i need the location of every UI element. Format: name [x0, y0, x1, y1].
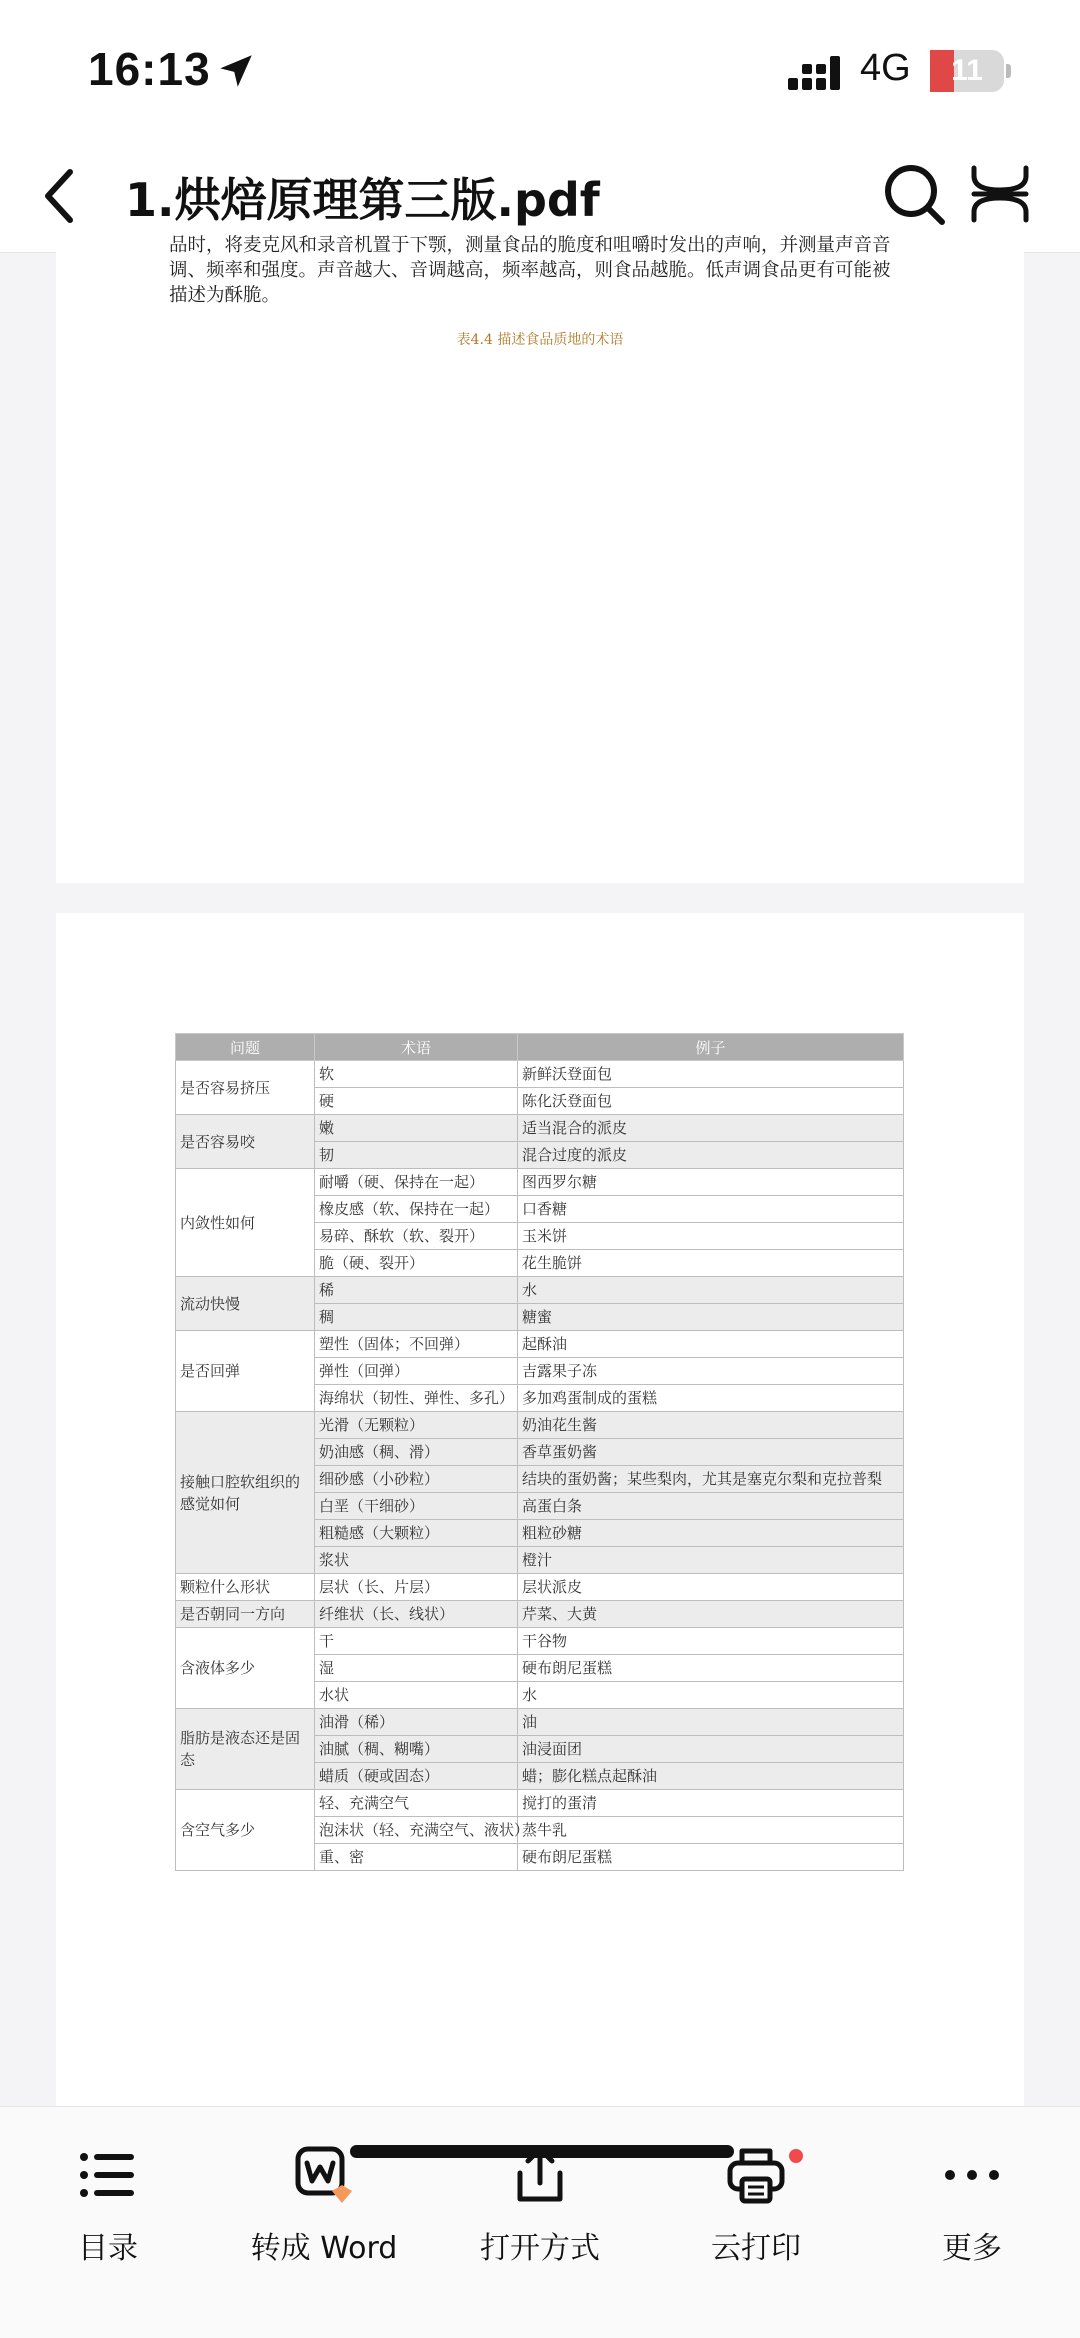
- example-cell: 吉露果子冻: [518, 1358, 904, 1385]
- question-cell: 是否容易咬: [176, 1115, 315, 1169]
- location-arrow-icon: [215, 50, 257, 92]
- notification-dot: [789, 2149, 803, 2163]
- term-cell: 浆状: [315, 1547, 518, 1574]
- table-row: [176, 1412, 904, 1439]
- table-header-cell: 例子: [518, 1034, 904, 1061]
- pdf-page: [56, 233, 1024, 883]
- question-cell: 流动快慢: [176, 1277, 315, 1331]
- example-cell: 水: [518, 1682, 904, 1709]
- example-cell: 图西罗尔糖: [518, 1169, 904, 1196]
- body-text-line: 调、频率和强度。声音越大、音调越高，频率越高，则食品越脆。低声调食品更有可能被: [169, 260, 891, 281]
- body-text-line: 描述为酥脆。: [169, 285, 281, 306]
- question-cell: 接触口腔软组织的感觉如何: [176, 1412, 315, 1574]
- example-cell: 混合过度的派皮: [518, 1142, 904, 1169]
- question-cell: 含液体多少: [176, 1628, 315, 1709]
- term-cell: 弹性（回弹）: [315, 1358, 518, 1385]
- term-cell: 稠: [315, 1304, 518, 1331]
- table-row: [176, 1628, 904, 1655]
- pdf-viewer[interactable]: [0, 235, 1080, 2106]
- list-icon: [76, 2143, 140, 2207]
- toolbar-item-contents[interactable]: [0, 2123, 216, 2273]
- status-time: 16:13: [88, 43, 211, 95]
- example-cell: 硬布朗尼蛋糕: [518, 1655, 904, 1682]
- battery-level-text: 11: [951, 54, 983, 87]
- battery-cap: [1006, 64, 1011, 78]
- term-cell: 蜡质（硬或固态）: [315, 1763, 518, 1790]
- table-caption: 表4.4 描述食品质地的术语: [456, 332, 624, 348]
- example-cell: 适当混合的派皮: [518, 1115, 904, 1142]
- battery-indicator: [930, 50, 1004, 92]
- example-cell: 花生脆饼: [518, 1250, 904, 1277]
- example-cell: 油浸面团: [518, 1736, 904, 1763]
- texture-terms-table: [175, 1033, 904, 1871]
- example-cell: 起酥油: [518, 1331, 904, 1358]
- example-cell: 粗粒砂糖: [518, 1520, 904, 1547]
- table-row: [176, 1790, 904, 1817]
- toolbar-label: 更多: [942, 2231, 1002, 2266]
- toolbar-label: 转成 Word: [250, 2231, 398, 2266]
- page-body-text: [169, 233, 969, 308]
- question-cell: 是否朝同一方向: [176, 1601, 315, 1628]
- question-cell: 含空气多少: [176, 1790, 315, 1871]
- word-convert-icon: [292, 2143, 356, 2207]
- table-row: [176, 1574, 904, 1601]
- status-bar: [0, 0, 1080, 140]
- chevron-left-icon[interactable]: [30, 162, 90, 230]
- term-cell: 细砂感（小砂粒）: [315, 1466, 518, 1493]
- table-row: [176, 1115, 904, 1142]
- home-indicator: [350, 2145, 734, 2158]
- term-cell: 油滑（稀）: [315, 1709, 518, 1736]
- term-cell: 韧: [315, 1142, 518, 1169]
- term-cell: 湿: [315, 1655, 518, 1682]
- term-cell: 重、密: [315, 1844, 518, 1871]
- term-cell: 水状: [315, 1682, 518, 1709]
- term-cell: 干: [315, 1628, 518, 1655]
- example-cell: 奶油花生酱: [518, 1412, 904, 1439]
- fold-icon[interactable]: [968, 162, 1032, 226]
- example-cell: 口香糖: [518, 1196, 904, 1223]
- example-cell: 蜡；膨化糕点起酥油: [518, 1763, 904, 1790]
- term-cell: 泡沫状（轻、充满空气、液状）: [315, 1817, 518, 1844]
- body-text-line: 品时，将麦克风和录音机置于下颚，测量食品的脆度和咀嚼时发出的声响，并测量声音音: [169, 235, 891, 256]
- example-cell: 新鲜沃登面包: [518, 1061, 904, 1088]
- table-row: [176, 1061, 904, 1088]
- term-cell: 脆（硬、裂开）: [315, 1250, 518, 1277]
- example-cell: 油: [518, 1709, 904, 1736]
- term-cell: 粗糙感（大颗粒）: [315, 1520, 518, 1547]
- table-header-cell: 问题: [176, 1034, 315, 1061]
- term-cell: 塑性（固体；不回弹）: [315, 1331, 518, 1358]
- term-cell: 嫩: [315, 1115, 518, 1142]
- cellular-signal-icon: [788, 56, 846, 94]
- example-cell: 水: [518, 1277, 904, 1304]
- table-row: [176, 1331, 904, 1358]
- question-cell: 颗粒什么形状: [176, 1574, 315, 1601]
- table-row: [176, 1709, 904, 1736]
- term-cell: 纤维状（长、线状）: [315, 1601, 518, 1628]
- table-row: [176, 1169, 904, 1196]
- table-row: [176, 1601, 904, 1628]
- term-cell: 白垩（干细砂）: [315, 1493, 518, 1520]
- document-title: 1.烘焙原理第三版.pdf: [125, 173, 600, 227]
- question-cell: 是否回弹: [176, 1331, 315, 1412]
- table-header-row: [176, 1034, 904, 1061]
- example-cell: 蒸牛乳: [518, 1817, 904, 1844]
- example-cell: 橙汁: [518, 1547, 904, 1574]
- term-cell: 耐嚼（硬、保持在一起）: [315, 1169, 518, 1196]
- example-cell: 干谷物: [518, 1628, 904, 1655]
- term-cell: 橡皮感（软、保持在一起）: [315, 1196, 518, 1223]
- term-cell: 油腻（稠、糊嘴）: [315, 1736, 518, 1763]
- term-cell: 轻、充满空气: [315, 1790, 518, 1817]
- table-header-cell: 术语: [315, 1034, 518, 1061]
- term-cell: 硬: [315, 1088, 518, 1115]
- term-cell: 光滑（无颗粒）: [315, 1412, 518, 1439]
- example-cell: 糖蜜: [518, 1304, 904, 1331]
- example-cell: 硬布朗尼蛋糕: [518, 1844, 904, 1871]
- term-cell: 层状（长、片层）: [315, 1574, 518, 1601]
- search-icon[interactable]: [880, 160, 948, 228]
- pdf-page: [56, 913, 1024, 2133]
- question-cell: 是否容易挤压: [176, 1061, 315, 1115]
- term-cell: 海绵状（韧性、弹性、多孔）: [315, 1385, 518, 1412]
- example-cell: 多加鸡蛋制成的蛋糕: [518, 1385, 904, 1412]
- term-cell: 软: [315, 1061, 518, 1088]
- question-cell: 内敛性如何: [176, 1169, 315, 1277]
- table-row: [176, 1277, 904, 1304]
- example-cell: 高蛋白条: [518, 1493, 904, 1520]
- bottom-toolbar: [0, 2106, 1080, 2338]
- example-cell: 层状派皮: [518, 1574, 904, 1601]
- network-type: 4G: [860, 47, 911, 89]
- toolbar-label: 云打印: [711, 2231, 801, 2266]
- example-cell: 结块的蛋奶酱；某些梨肉，尤其是塞克尔梨和克拉普梨: [518, 1466, 904, 1493]
- toolbar-item-more[interactable]: [864, 2123, 1080, 2273]
- example-cell: 陈化沃登面包: [518, 1088, 904, 1115]
- term-cell: 奶油感（稠、滑）: [315, 1439, 518, 1466]
- question-cell: 脂肪是液态还是固态: [176, 1709, 315, 1790]
- toolbar-label: 目录: [78, 2231, 138, 2266]
- toolbar-label: 打开方式: [480, 2231, 600, 2266]
- example-cell: 香草蛋奶酱: [518, 1439, 904, 1466]
- example-cell: 芹菜、大黄: [518, 1601, 904, 1628]
- term-cell: 稀: [315, 1277, 518, 1304]
- more-icon: [940, 2143, 1004, 2207]
- example-cell: 玉米饼: [518, 1223, 904, 1250]
- example-cell: 搅打的蛋清: [518, 1790, 904, 1817]
- term-cell: 易碎、酥软（软、裂开）: [315, 1223, 518, 1250]
